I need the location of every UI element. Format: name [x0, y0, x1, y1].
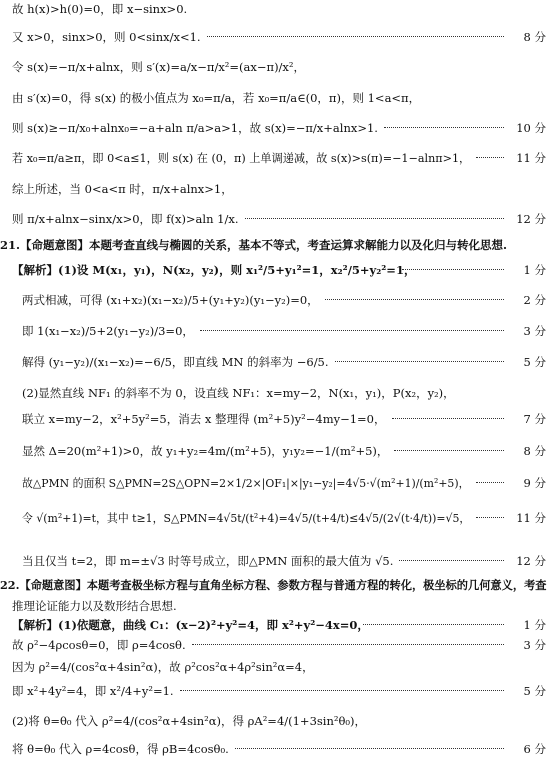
dot-leader [180, 684, 504, 698]
line-text: 解得 (y₁−y₂)/(x₁−x₂)=−6/5，即直线 MN 的斜率为 −6/5. [22, 355, 329, 369]
line-text: 综上所述，当 0<a<π 时，π/x+alnx>1， [12, 182, 233, 196]
line-text: 若 x₀=π/a≥π，即 0<a≤1，则 s(x) 在 (0，π) 上单调递减，故 s(x)>s(π)=−1−alnπ>1， [12, 151, 471, 165]
score-label: 12 分 [516, 554, 546, 568]
line-text: 即 x²+4y²=4，即 x²/4+y²=1. [12, 684, 174, 698]
line-text: 当且仅当 t=2，即 m=±√3 时等号成立，即△PMN 面积的最大值为 √5. [22, 554, 394, 568]
line-text: (2)将 θ=θ₀ 代入 ρ²=4/(cos²α+4sin²α)，得 ρA²=4/(1+3sin²θ₀)， [12, 714, 367, 728]
score-label: 1 分 [523, 618, 546, 632]
dot-leader [384, 121, 504, 135]
line-text: (2)显然直线 NF₁ 的斜率不为 0，设直线 NF₁：x=my−2，N(x₁，y₁)，P(x₂，y₂)， [22, 386, 455, 400]
line-text: 由 s′(x)=0，得 s(x) 的极小值点为 x₀=π/a，若 x₀=π/a∈(0，π)，则 1<a<π， [12, 91, 421, 105]
score-label: 11 分 [516, 511, 546, 525]
dot-leader [476, 511, 504, 525]
line-text: 显然 Δ=20(m²+1)>0，故 y₁+y₂=4m/(m²+5)，y₁y₂=−1/(m²+5)， [22, 444, 389, 458]
line-text: 故△PMN 的面积 S△PMN=2S△OPN=2×1/2×|OF₁|×|y₁−y₂|=4√5·√(m²+1)/(m²+5)， [22, 476, 470, 490]
dot-leader [200, 324, 504, 338]
dot-leader [402, 263, 504, 277]
line-text: 将 θ=θ₀ 代入 ρ=4cosθ，得 ρB=4cosθ₀. [12, 742, 229, 756]
line-text: 即 1(x₁−x₂)/5+2(y₁−y₂)/3=0， [22, 324, 194, 338]
score-label: 3 分 [523, 638, 546, 652]
dot-leader [335, 355, 504, 369]
line-text: 令 s(x)=−π/x+alnx，则 s′(x)=a/x−π/x²=(ax−π)/x²， [12, 60, 306, 74]
line-text: 因为 ρ²=4/(cos²α+4sin²α)，故 ρ²cos²α+4ρ²sin²α=4， [12, 660, 314, 674]
score-label: 5 分 [523, 355, 546, 369]
dot-leader [394, 444, 504, 458]
score-label: 10 分 [516, 121, 546, 135]
score-label: 12 分 [516, 212, 546, 226]
score-label: 9 分 [523, 476, 546, 490]
line-text: 故 ρ²−4ρcosθ=0，即 ρ=4cosθ. [12, 638, 186, 652]
line-text: 22.【命题意图】本题考查极坐标方程与直角坐标方程、参数方程与普通方程的转化，极坐标的几何意义，考查 [0, 578, 547, 592]
line-text: 令 √(m²+1)=t，其中 t≥1，S△PMN=4√5t/(t²+4)=4√5/(t+4/t)≤4√5/(2√(t·4/t))=√5， [22, 511, 471, 525]
line-text: 推理论证能力以及数形结合思想. [12, 599, 177, 613]
line-text: 两式相减，可得 (x₁+x₂)(x₁−x₂)/5+(y₁+y₂)(y₁−y₂)=0， [22, 293, 319, 307]
dot-leader [207, 30, 504, 44]
line-text: 故 h(x)>h(0)=0，即 x−sinx>0. [12, 2, 188, 16]
dot-leader [476, 476, 504, 490]
score-label: 11 分 [516, 151, 546, 165]
score-label: 5 分 [523, 684, 546, 698]
dot-leader [399, 554, 504, 568]
dot-leader [325, 293, 504, 307]
dot-leader [392, 412, 504, 426]
score-label: 8 分 [523, 30, 546, 44]
dot-leader [245, 212, 504, 226]
dot-leader [192, 638, 504, 652]
line-text: 【解析】(1)依题意，曲线 C₁：(x−2)²+y²=4，即 x²+y²−4x=0， [12, 618, 369, 632]
score-label: 7 分 [523, 412, 546, 426]
line-text: 则 π/x+alnx−sinx/x>0，即 f(x)>aln 1/x. [12, 212, 239, 226]
dot-leader [235, 742, 504, 756]
score-label: 1 分 [523, 263, 546, 277]
line-text: 则 s(x)≥−π/x₀+alnx₀=−a+aln π/a>a>1，故 s(x)=−π/x+alnx>1. [12, 121, 378, 135]
line-text: 21.【命题意图】本题考查直线与椭圆的关系，基本不等式，考查运算求解能力以及化归与转化思想. [0, 238, 508, 252]
line-text: 又 x>0，sinx>0，则 0<sinx/x<1. [12, 30, 201, 44]
score-label: 2 分 [523, 293, 546, 307]
score-label: 6 分 [523, 742, 546, 756]
dot-leader [363, 618, 504, 632]
line-text: 【解析】(1)设 M(x₁，y₁)，N(x₂，y₂)，则 x₁²/5+y₁²=1，x₂²/5+y₂²=1， [12, 263, 416, 277]
score-label: 3 分 [523, 324, 546, 338]
dot-leader [476, 151, 504, 165]
line-text: 联立 x=my−2，x²+5y²=5，消去 x 整理得 (m²+5)y²−4my−1=0， [22, 412, 386, 426]
score-label: 8 分 [523, 444, 546, 458]
